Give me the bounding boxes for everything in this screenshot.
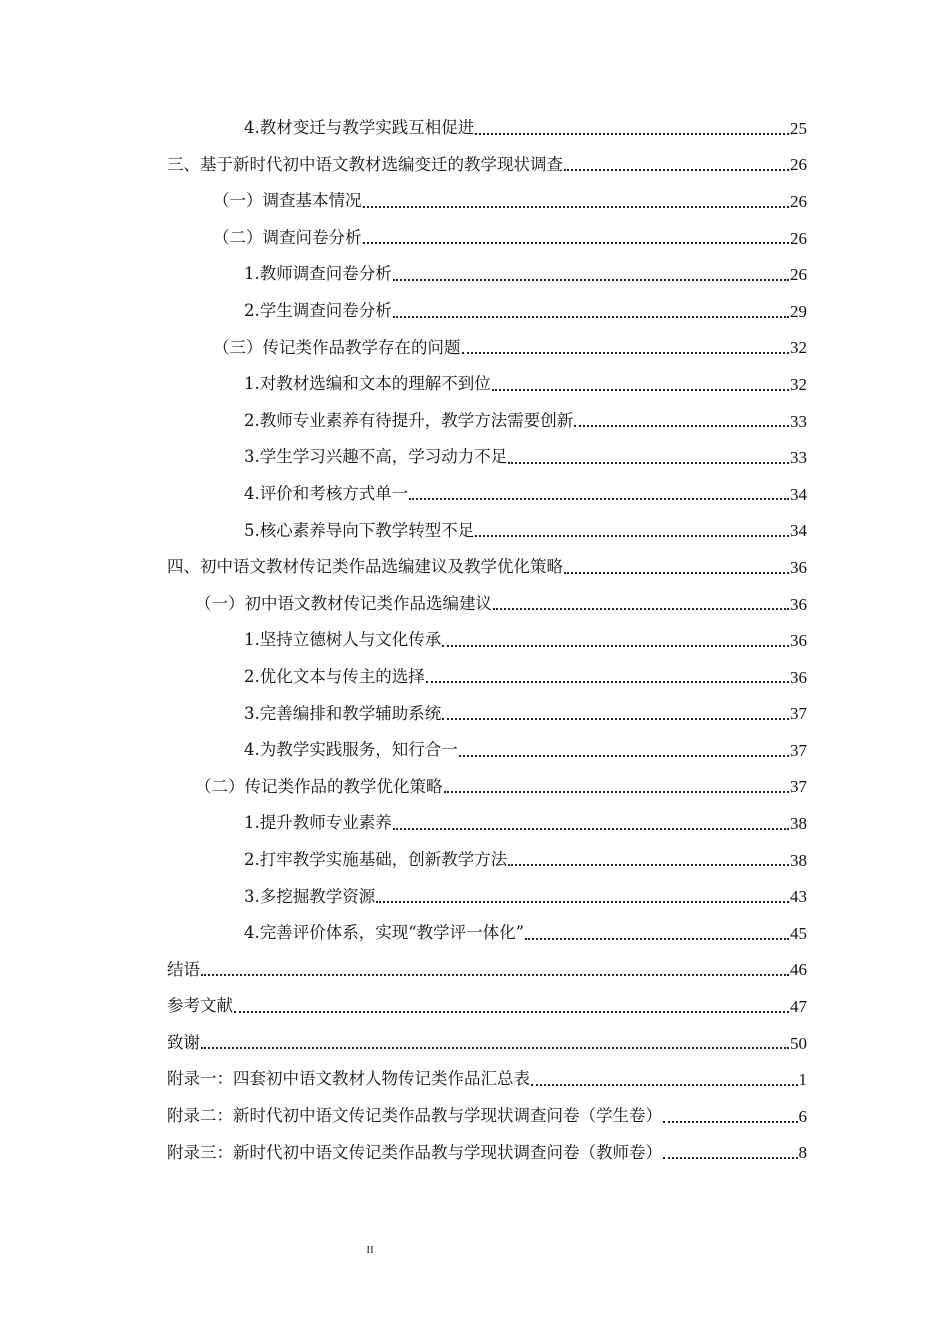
toc-entry-title: 2.打牢教学实施基础，创新教学方法 [244,849,508,869]
toc-entry-page-number: 6 [798,1106,807,1126]
dot-leader [663,1141,798,1160]
toc-entry-title: 4.为教学实践服务，知行合一 [244,740,458,760]
toc-entry-title: （二）传记类作品的教学优化策略 [195,776,443,796]
dot-leader [201,958,789,977]
toc-entry[interactable] [0,293,950,330]
toc-entry-page-number: 37 [790,704,807,724]
toc-entry-page-number: 32 [790,338,807,358]
toc-entry[interactable] [0,220,950,257]
toc-entry-page-number: 36 [790,557,807,577]
toc-entry-page-number: 26 [790,228,807,248]
toc-entry[interactable] [0,183,950,220]
toc-entry[interactable] [0,988,950,1025]
toc-entry[interactable] [0,769,950,806]
toc-entry[interactable] [0,622,950,659]
dot-leader [363,226,790,245]
toc-entry-title: （一）初中语文教材传记类作品选编建议 [195,593,492,613]
toc-entry-page-number: 38 [790,814,807,834]
toc-entry-page-number: 43 [790,887,807,907]
toc-entry-title: 附录三：新时代初中语文传记类作品教与学现状调查问卷（教师卷） [167,1142,662,1162]
toc-entry-title: 1.教师调查问卷分析 [244,264,392,284]
toc-entry-title: 1.提升教师专业素养 [244,813,392,833]
dot-leader [409,482,789,501]
toc-entry-page-number: 38 [790,850,807,870]
toc-entry-page-number: 26 [790,155,807,175]
dot-leader [663,1104,798,1123]
toc-entry[interactable] [0,476,950,513]
toc-entry-title: 4.评价和考核方式单一 [244,483,409,503]
toc-entry[interactable] [0,1061,950,1098]
dot-leader [459,738,789,757]
toc-entry-title: 4.完善评价体系，实现“教学评一体化” [244,923,525,943]
toc-entry-page-number: 26 [790,265,807,285]
toc-entry-page-number: 26 [790,191,807,211]
toc-entry-title: 致谢 [167,1032,200,1052]
dot-leader [444,775,790,794]
dot-leader [426,665,789,684]
dot-leader [492,372,789,391]
dot-leader [531,1067,798,1086]
toc-entry-title: （二）调查问卷分析 [213,227,362,247]
toc-entry[interactable] [0,513,950,550]
toc-entry-title: 四、初中语文教材传记类作品选编建议及教学优化策略 [167,557,563,577]
toc-entry-page-number: 33 [790,411,807,431]
toc-entry-title: 2.学生调查问卷分析 [244,301,392,321]
dot-leader [363,189,790,208]
toc-entry-title: 3.多挖掘教学资源 [244,886,376,906]
toc-entry-page-number: 47 [790,997,807,1017]
toc-entry-page-number: 34 [790,484,807,504]
toc-entry-page-number: 36 [790,631,807,651]
toc-entry[interactable] [0,659,950,696]
toc-entry-page-number: 45 [790,923,807,943]
toc-entry-title: 5.核心素养导向下教学转型不足 [244,520,475,540]
toc-entry-page-number: 29 [790,301,807,321]
dot-leader [234,994,789,1013]
dot-leader [493,592,789,611]
toc-entry-title: 三、基于新时代初中语文教材选编变迁的教学现状调查 [167,154,563,174]
toc-entry-title: 附录一：四套初中语文教材人物传记类作品汇总表 [167,1069,530,1089]
toc-entry-title: 参考文献 [167,996,233,1016]
toc-entry-page-number: 34 [790,521,807,541]
dot-leader [508,848,789,867]
toc-entry-page-number: 50 [790,1033,807,1053]
toc-entry-title: 2.优化文本与传主的选择 [244,666,425,686]
toc-entry[interactable] [0,586,950,623]
dot-leader [393,811,789,830]
dot-leader [574,409,789,428]
toc-entry-title: 附录二：新时代初中语文传记类作品教与学现状调查问卷（学生卷） [167,1106,662,1126]
toc-entry-title: （三）传记类作品教学存在的问题 [213,337,461,357]
dot-leader [442,702,789,721]
toc-entry[interactable] [0,1025,950,1062]
dot-leader [475,519,789,538]
toc-entry[interactable] [0,147,950,184]
dot-leader [462,336,790,355]
toc-entry-page-number: 8 [798,1143,807,1163]
toc-entry[interactable] [0,439,950,476]
toc-entry-page-number: 37 [790,777,807,797]
toc-entry-title: 4.教材变迁与教学实践互相促进 [244,118,475,138]
dot-leader [508,445,789,464]
toc-entry[interactable] [0,805,950,842]
toc-entry-page-number: 37 [790,740,807,760]
toc-entry[interactable] [0,952,950,989]
toc-entry-page-number: 1 [798,1070,807,1090]
toc-entry[interactable] [0,915,950,952]
toc-entry-title: 结语 [167,959,200,979]
toc-entry-title: 2.教师专业素养有待提升，教学方法需要创新 [244,410,574,430]
toc-entry[interactable] [0,696,950,733]
toc-entry[interactable] [0,110,950,147]
toc-entry[interactable] [0,732,950,769]
toc-entry[interactable] [0,403,950,440]
toc-entry[interactable] [0,366,950,403]
dot-leader [525,921,789,940]
toc-entry-page-number: 36 [790,594,807,614]
toc-entry[interactable] [0,842,950,879]
toc-entry-page-number: 36 [790,667,807,687]
dot-leader [564,555,789,574]
toc-entry-title: 3.学生学习兴趣不高，学习动力不足 [244,447,508,467]
toc-entry[interactable] [0,330,950,367]
dot-leader [201,1031,789,1050]
toc-entry-title: （一）调查基本情况 [213,191,362,211]
toc-entry[interactable] [0,256,950,293]
toc-entry-page-number: 46 [790,960,807,980]
toc-entry-title: 3.完善编排和教学辅助系统 [244,703,442,723]
dot-leader [393,262,789,281]
toc-entry[interactable] [0,878,950,915]
dot-leader [376,885,789,904]
toc-entry-page-number: 32 [790,374,807,394]
toc-entry[interactable] [0,1098,950,1135]
dot-leader [564,153,789,172]
toc-entry-page-number: 25 [790,118,807,138]
toc-entry[interactable] [0,549,950,586]
toc-entry-page-number: 33 [790,448,807,468]
toc-entry-title: 1.对教材选编和文本的理解不到位 [244,374,491,394]
table-of-contents [0,110,950,1171]
dot-leader [442,628,789,647]
toc-entry-title: 1.坚持立德树人与文化传承 [244,630,442,650]
dot-leader [393,299,789,318]
dot-leader [475,116,789,135]
page-number-footer: II [366,1244,374,1256]
toc-entry[interactable] [0,1135,950,1172]
